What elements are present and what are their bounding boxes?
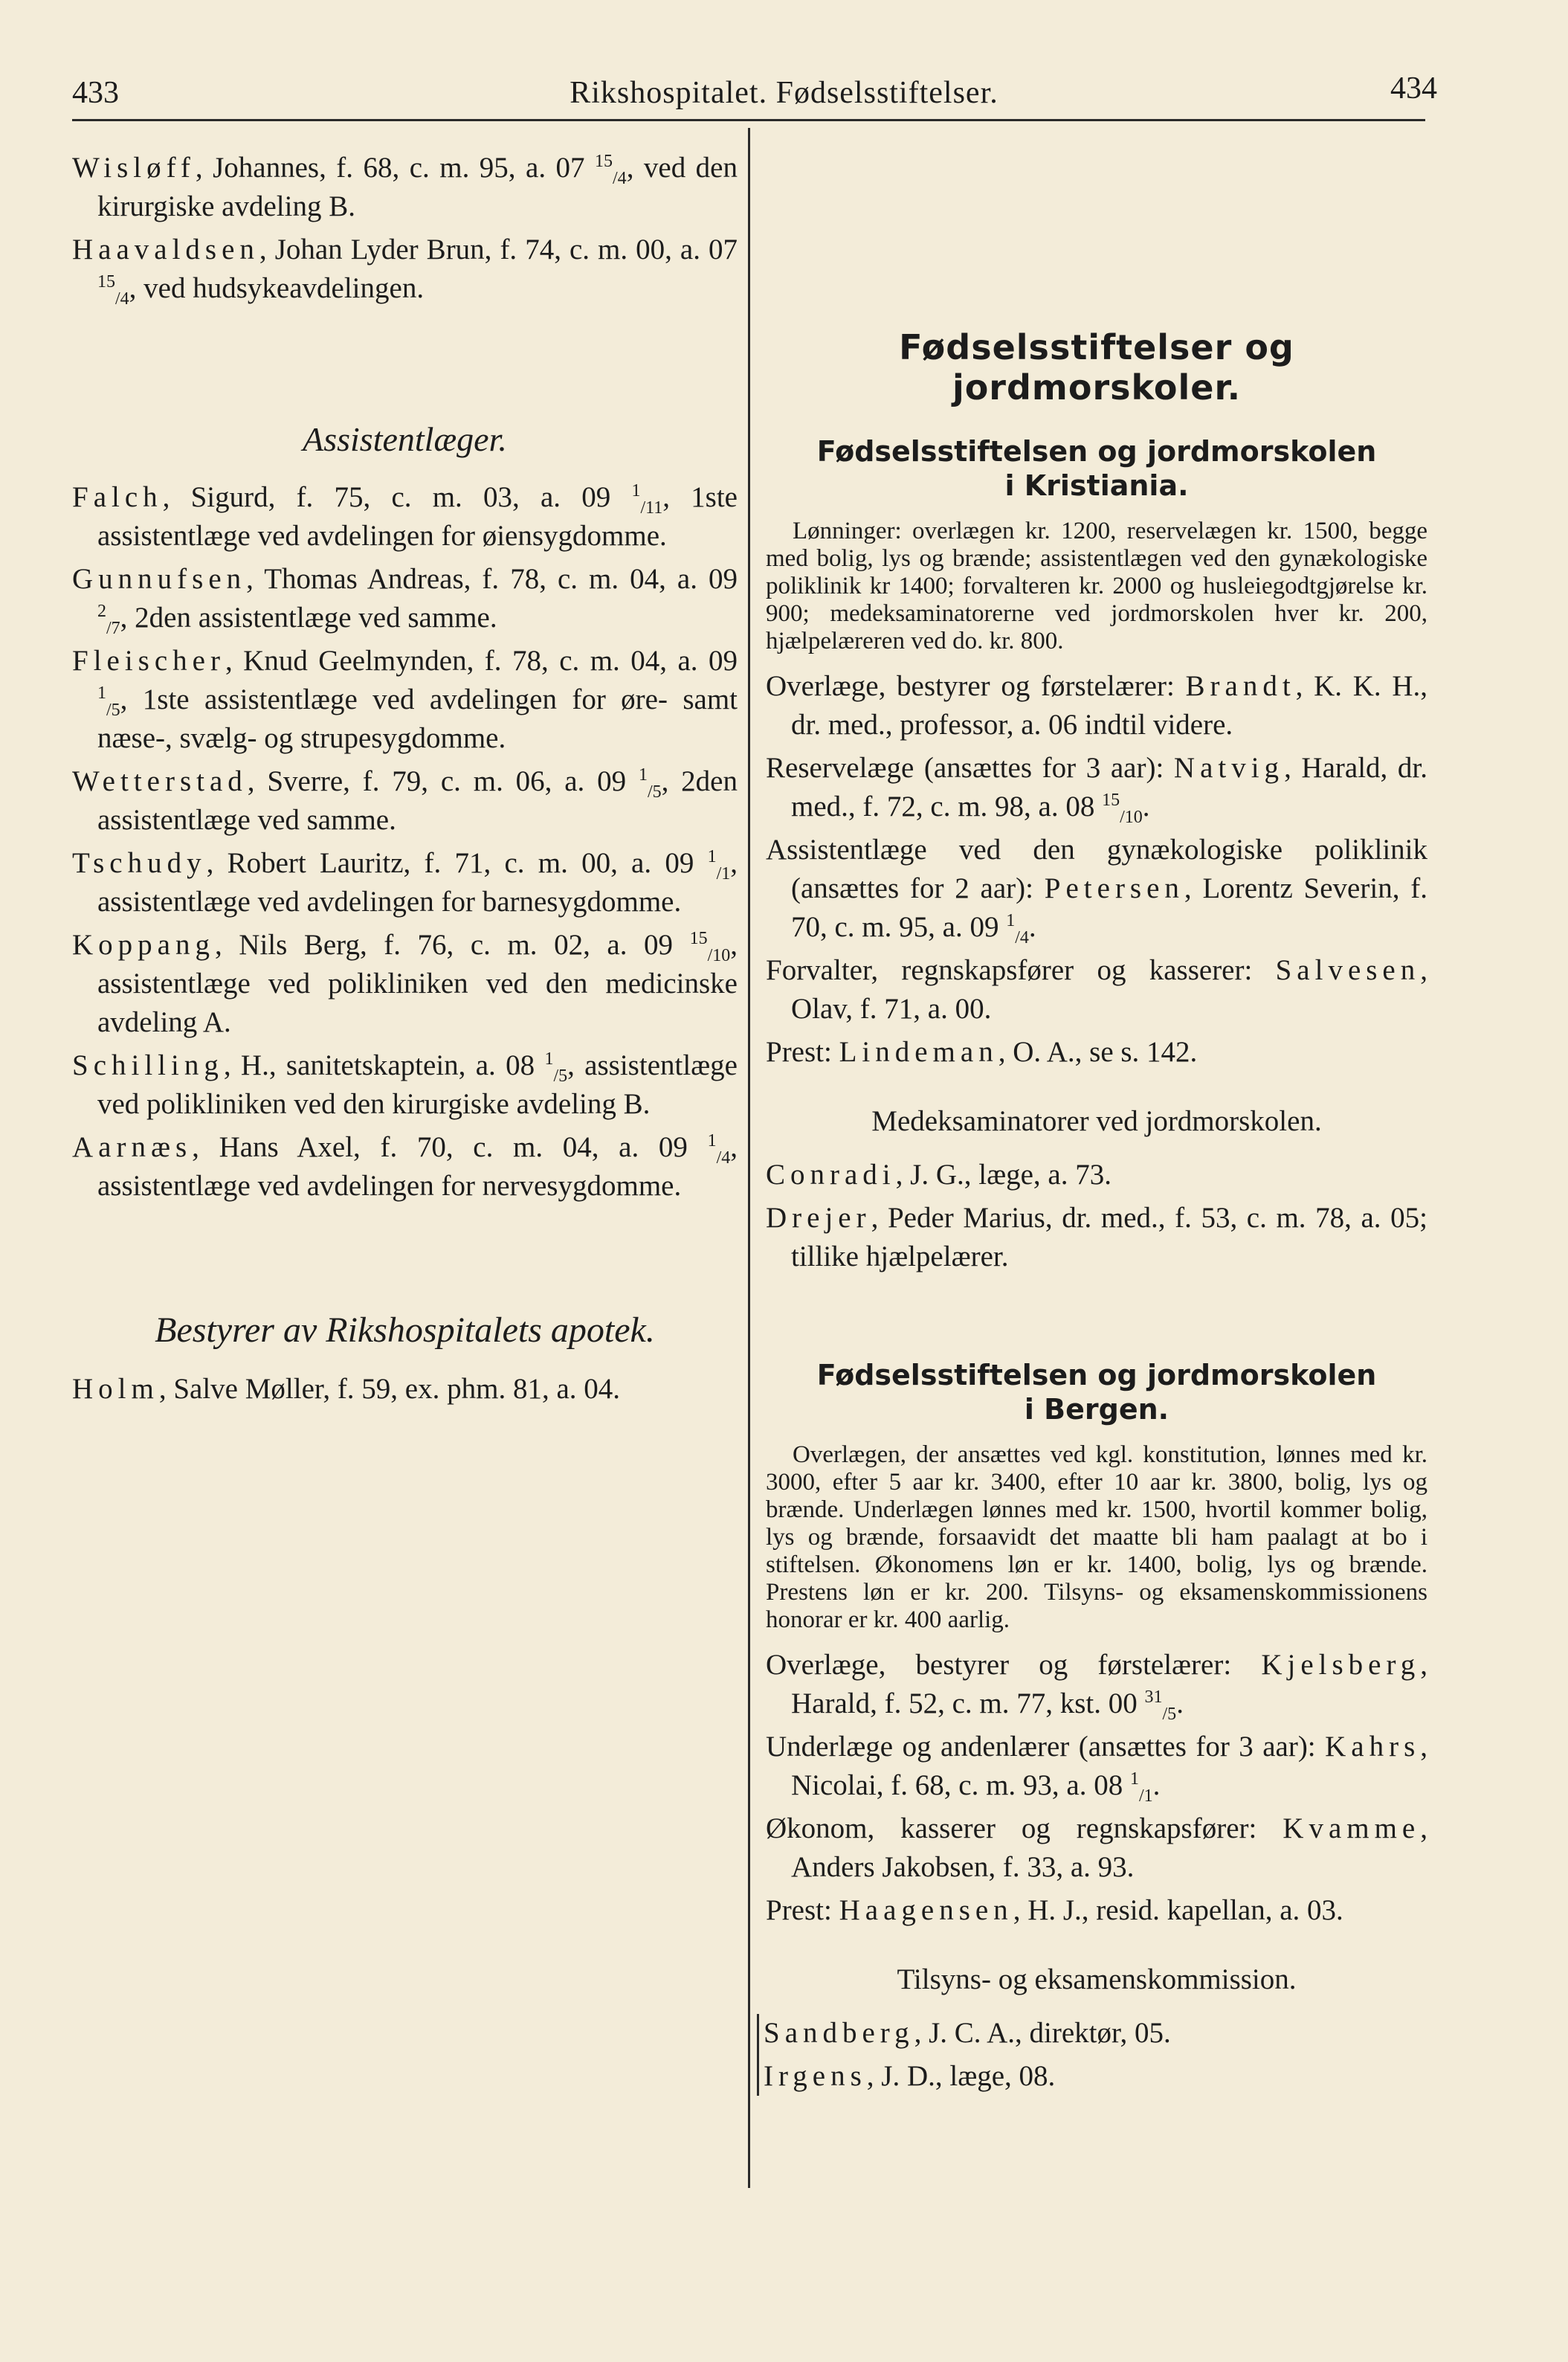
list-item: Schilling, H., sanitetskaptein, a. 08 $^1_{/5}$, assistentlæge ved polikliniken ved den kirurgiske avdeling B. xyxy=(72,1049,738,1120)
commission-list xyxy=(757,2014,1427,2096)
kristiania-staff xyxy=(766,667,1427,1072)
entry-name: Wisløff xyxy=(72,152,196,184)
right-column xyxy=(766,149,1427,2100)
list-item: Reservelæge (ansættes for 3 aar): Natvig, Harald, dr. med., f. 72, c. m. 98, a. 08 $^{15}_{/10}$. xyxy=(766,752,1427,827)
list-item: Wisløff, Johannes, f. 68, c. m. 95, a. 07 $^{15}_{/4}$, ved den kirurgiske avdeling B. xyxy=(72,152,738,222)
header-rule xyxy=(72,119,1425,121)
left-column xyxy=(72,149,738,1413)
bergen-salaries: Overlægen, der ansættes ved kgl. konstitution, lønnes med kr. 3000, efter 5 aar kr. 3400, efter 10 aar kr. 3800, bolig, lys og brænde. Underlægen lønnes med kr. 1500, hvortil kommer bolig, lys og brænde, forsaavidt det maatte bli ham paalagt at bo i stiftelsen. Økonomens løn er kr. 1400, bolig, lys og brænde. Prestens løn er kr. 200. Tilsyns- og eksamenskommissionens honorar er kr. 400 aarlig. xyxy=(766,1441,1427,1633)
list-item: Prest: Lindeman, O. A., se s. 142. xyxy=(766,1036,1198,1068)
assistant-heading: Assistentlæger. xyxy=(303,420,507,458)
list-item: Forvalter, regnskapsfører og kasserer: Salvesen, Olav, f. 71, a. 00. xyxy=(766,954,1427,1025)
list-item: Wetterstad, Sverre, f. 79, c. m. 06, a. 09 $^1_{/5}$, 2den assistentlæge ved samme. xyxy=(72,765,738,836)
column-divider xyxy=(748,128,750,2188)
kristiania-heading-line2: i Kristiania. xyxy=(1004,469,1189,502)
list-item: Drejer, Peder Marius, dr. med., f. 53, c. m. 78, a. 05; tillike hjælpelærer. xyxy=(766,1202,1427,1272)
list-item: Økonom, kasserer og regnskapsfører: Kvamme, Anders Jakobsen, f. 33, a. 93. xyxy=(766,1812,1427,1883)
running-title: Rikshospitalet. Fødselsstiftelser. xyxy=(570,76,998,110)
list-item: Prest: Haagensen, H. J., resid. kapellan, a. 03. xyxy=(766,1894,1343,1926)
right-page-number: 434 xyxy=(1390,71,1437,106)
pharmacy-heading: Bestyrer av Rikshospitalets apotek. xyxy=(155,1310,655,1350)
assistant-list xyxy=(72,478,738,1206)
kristiania-salaries: Lønninger: overlægen kr. 1200, reservelægen kr. 1500, begge med bolig, lys og brænde; assistentlægen ved den gynækologiske poliklinik kr 1400; forvalteren kr. 2000 og husleiegodtgjørelse kr. 900; medeksaminatorerne ved jordmorskolen hver kr. 200, hjælpelæreren ved do. kr. 800. xyxy=(766,518,1427,654)
list-item: Holm, Salve Møller, f. 59, ex. phm. 81, a. 04. xyxy=(72,1373,621,1405)
list-item: Koppang, Nils Berg, f. 76, c. m. 02, a. 09 $^{15}_{/10}$, assistentlæge ved polikliniken ved den medicinske avdeling A. xyxy=(72,929,738,1038)
list-item: Overlæge, bestyrer og førstelærer: Kjelsberg, Harald, f. 52, c. m. 77, kst. 00 $^{31}_{/5}$. xyxy=(766,1649,1427,1724)
top-entries xyxy=(72,149,738,308)
page-header xyxy=(0,71,1568,115)
list-item: Haavaldsen, Johan Lyder Brun, f. 74, c. m. 00, a. 07 $^{15}_{/4}$, ved hudsykeavdelingen. xyxy=(72,234,738,309)
list-item: Irgens, J. D., læge, 08. xyxy=(764,2060,1056,2092)
list-item: Aarnæs, Hans Axel, f. 70, c. m. 04, a. 09 $^1_{/4}$, assistentlæge ved avdelingen for nervesygdomme. xyxy=(72,1131,738,1202)
entry-name: Haavaldsen xyxy=(72,234,259,266)
list-item: Falch, Sigurd, f. 75, c. m. 03, a. 09 $^1_{/11}$, 1ste assistentlæge ved avdelingen for øiensygdomme. xyxy=(72,481,738,552)
main-heading: Fødselsstiftelser og jordmorskoler. xyxy=(899,327,1294,408)
list-item: Conradi, J. G., læge, a. 73. xyxy=(766,1159,1112,1191)
bergen-heading-line1: Fødselsstiftelsen og jordmorskolen xyxy=(816,1359,1377,1391)
co-examiners-heading: Medeksaminatorer ved jordmorskolen. xyxy=(871,1105,1322,1137)
commission-heading: Tilsyns- og eksamenskommission. xyxy=(897,1963,1297,1995)
list-item: Assistentlæge ved den gynækologiske poliklinik (ansættes for 2 aar): Petersen, Lorentz Severin, f. 70, c. m. 95, a. 09 $^1_{/4}$. xyxy=(766,834,1427,947)
list-item: Fleischer, Knud Geelmynden, f. 78, c. m. 04, a. 09 $^1_{/5}$, 1ste assistentlæge ved avdelingen for øre- samt næse-, svælg- og strupesygdomme. xyxy=(72,645,738,754)
bergen-section xyxy=(766,1358,1427,2096)
list-item: Underlæge og andenlærer (ansættes for 3 aar): Kahrs, Nicolai, f. 68, c. m. 93, a. 08 $^1_{/1}$. xyxy=(766,1731,1427,1806)
list-item: Gunnufsen, Thomas Andreas, f. 78, c. m. 04, a. 09 $^2_{/7}$, 2den assistentlæge ved samme. xyxy=(72,563,738,638)
left-page-number: 433 xyxy=(72,76,119,110)
bergen-heading-line2: i Bergen. xyxy=(1024,1393,1169,1426)
list-item: Tschudy, Robert Lauritz, f. 71, c. m. 00, a. 09 $^1_{/1}$, assistentlæge ved avdelingen for barnesygdomme. xyxy=(72,847,738,918)
kristiania-heading-line1: Fødselsstiftelsen og jordmorskolen xyxy=(816,435,1377,468)
kristiania-section xyxy=(766,434,1427,1276)
list-item: Overlæge, bestyrer og førstelærer: Brandt, K. K. H., dr. med., professor, a. 06 indtil videre. xyxy=(766,670,1427,741)
bergen-staff xyxy=(766,1646,1427,1930)
list-item: Sandberg, J. C. A., direktør, 05. xyxy=(764,2017,1171,2049)
